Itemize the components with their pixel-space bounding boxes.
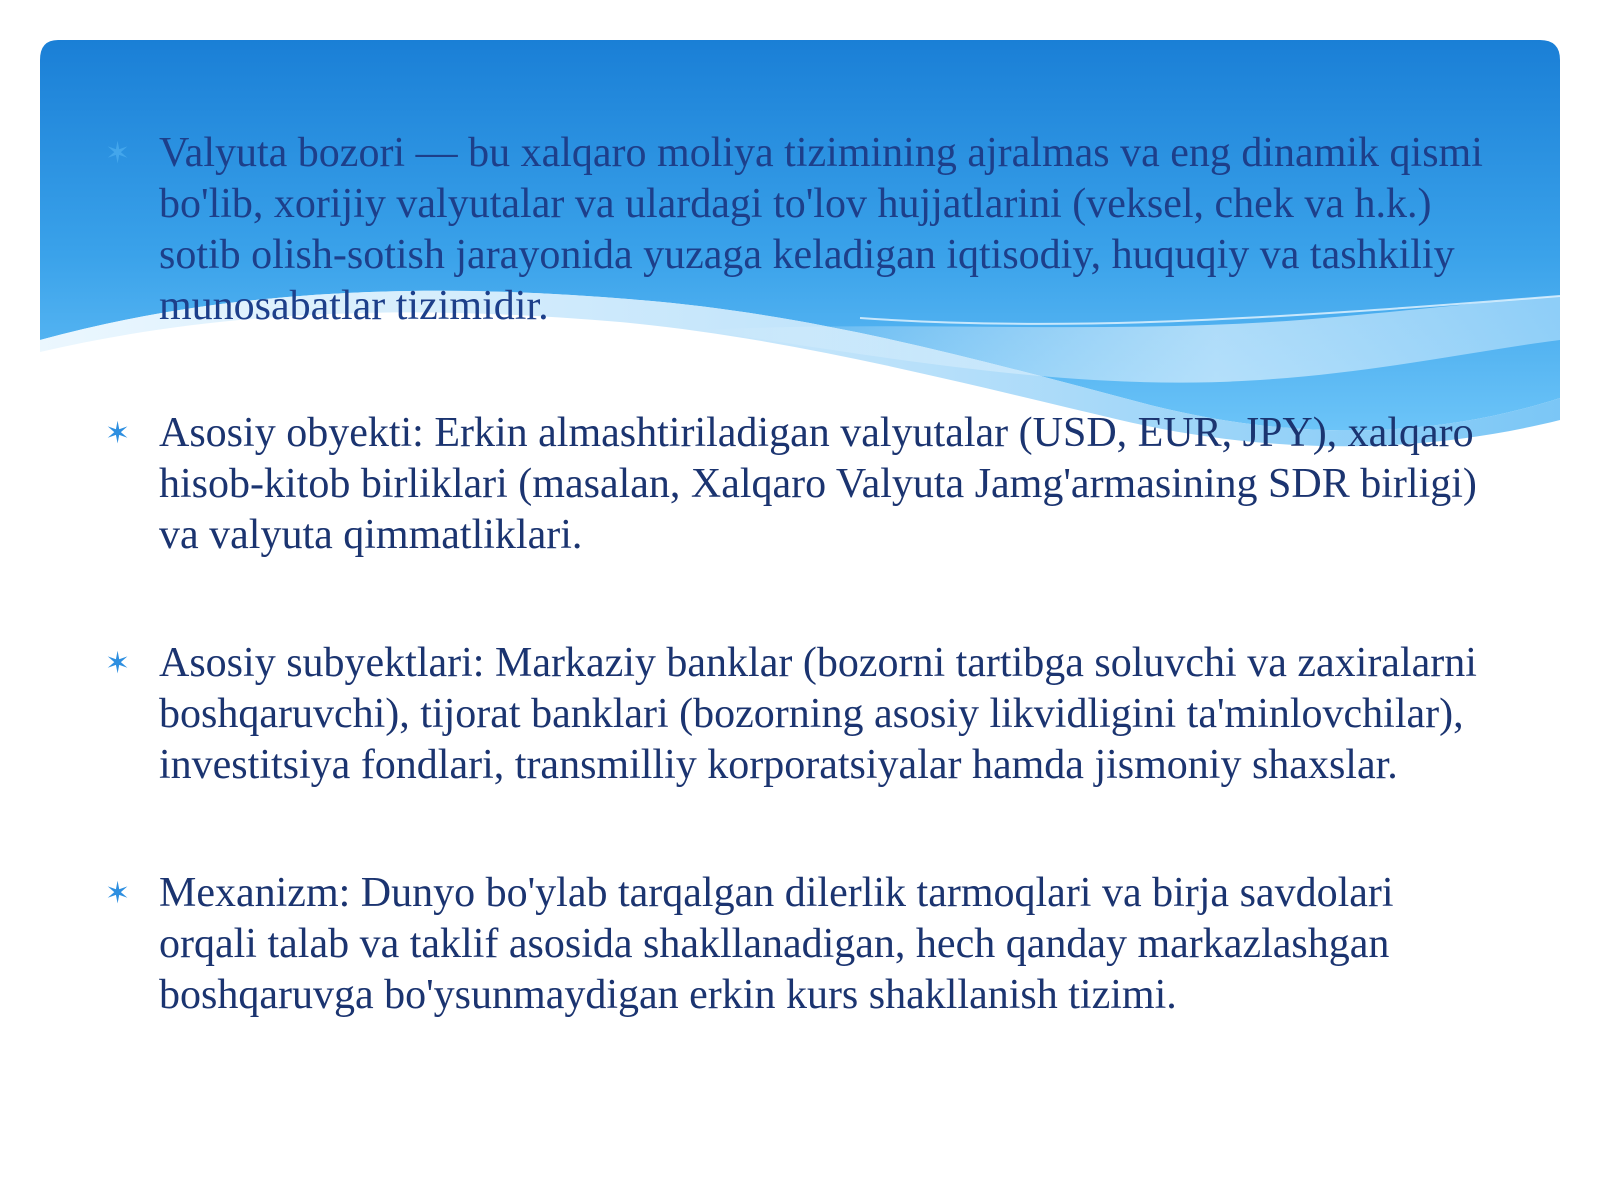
bullet-item bbox=[105, 128, 1485, 332]
bullet-text: Mexanizm: Dunyo bo'ylab tarqalgan dilerlik tarmoqlari va birja savdolari orqali talab va taklif asosida shakllanadigan, hech qanday markazlashgan boshqaruvga bo'ysunmaydigan erkin kurs shakllanish tizimi. bbox=[159, 870, 1394, 1018]
bullet-list bbox=[105, 128, 1485, 1021]
bullet-item bbox=[105, 868, 1485, 1021]
six-point-asterisk-icon: ✶ bbox=[105, 136, 131, 171]
bullet-text: Asosiy obyekti: Erkin almashtiriladigan valyutalar (USD, EUR, JPY), xalqaro hisob-kitob birliklari (masalan, Xalqaro Valyuta Jamg'armasining SDR birligi) va valyuta qimmatliklari. bbox=[159, 410, 1477, 558]
bullet-item bbox=[105, 408, 1485, 561]
bullet-item bbox=[105, 638, 1485, 791]
bullet-text: Valyuta bozori — bu xalqaro moliya tizimining ajralmas va eng dinamik qismi bo'lib, xorijiy valyutalar va ulardagi to'lov hujjatlarini (veksel, chek va h.k.) sotib olish-sotish jarayonida yuzaga keladigan iqtisodiy, huquqiy va tashkiliy munosabatlar tizimidir. bbox=[159, 130, 1483, 329]
six-point-asterisk-icon: ✶ bbox=[105, 876, 131, 911]
six-point-asterisk-icon: ✶ bbox=[105, 646, 131, 681]
six-point-asterisk-icon: ✶ bbox=[105, 416, 131, 451]
bullet-text: Asosiy subyektlari: Markaziy banklar (bozorni tartibga soluvchi va zaxiralarni boshqaruvchi), tijorat banklari (bozorning asosiy likvidligini ta'minlovchilar), investitsiya fondlari, transmilliy korporatsiyalar hamda jismoniy shaxslar. bbox=[159, 640, 1477, 788]
